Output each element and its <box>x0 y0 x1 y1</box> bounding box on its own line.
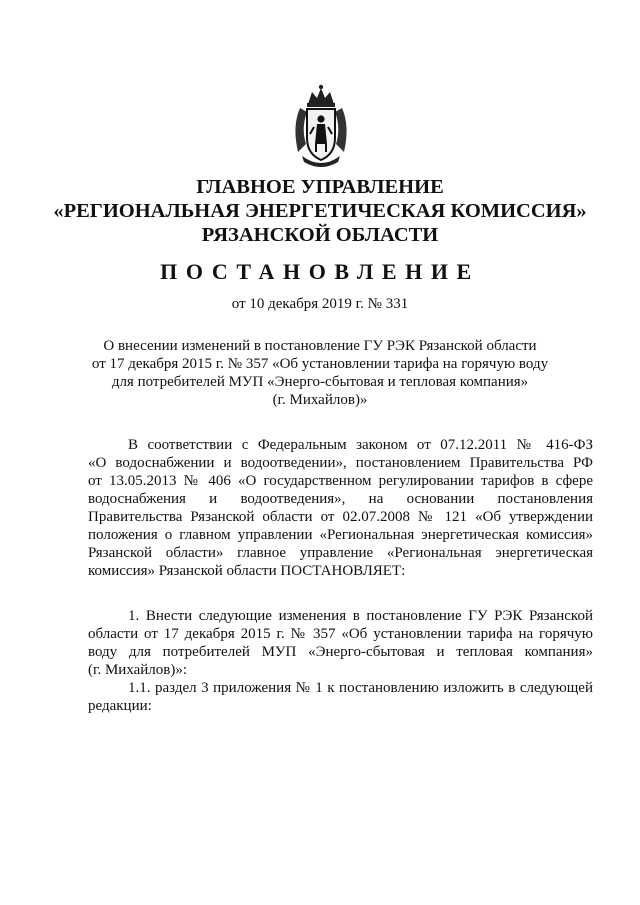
item-1-1-line: редакции: <box>88 698 152 714</box>
header-line-2: «РЕГИОНАЛЬНАЯ ЭНЕРГЕТИЧЕСКАЯ КОМИССИЯ» <box>53 200 587 222</box>
item-1-line: (г. Михайлов)»: <box>88 662 188 678</box>
preamble-line: комиссия» Рязанской области ПОСТАНОВЛЯЕТ: <box>88 563 406 579</box>
subject-line: О внесении изменений в постановление ГУ РЭК Рязанской области <box>103 338 537 354</box>
header-line-3: РЯЗАНСКОЙ ОБЛАСТИ <box>201 224 439 246</box>
subject-line: для потребителей МУП «Энерго-сбытовая и тепловая компания» <box>111 374 529 390</box>
header-line-1: ГЛАВНОЕ УПРАВЛЕНИЕ <box>196 176 444 198</box>
document-title: ПОСТАНОВЛЕНИЕ <box>160 259 480 284</box>
subject-line: (г. Михайлов)» <box>272 392 368 408</box>
preamble-line: от 13.05.2013 № 406 «О государственном регулировании тарифов в сфере <box>88 473 593 489</box>
document-date-number: от 10 декабря 2019 г. № 331 <box>231 296 409 312</box>
preamble-line: Правительства Рязанской области от 02.07.2008 № 121 «Об утверждении <box>88 509 593 525</box>
item-1-line: области от 17 декабря 2015 г. № 357 «Об установлении тарифа на горячую <box>88 626 593 642</box>
subject-line: от 17 декабря 2015 г. № 357 «Об установлении тарифа на горячую воду <box>91 356 549 372</box>
coat-of-arms-emblem <box>288 82 354 168</box>
preamble-line: водоснабжения и водоотведения», на основании постановления <box>88 491 593 507</box>
preamble-line: положения о главном управлении «Региональная энергетическая комиссия» <box>88 527 593 543</box>
preamble-line: Рязанской области» главное управление «Региональная энергетическая <box>88 545 593 561</box>
item-1-1-line: 1.1. раздел 3 приложения № 1 к постановлению изложить в следующей <box>128 680 593 696</box>
preamble-line: В соответствии с Федеральным законом от 07.12.2011 № 416-ФЗ <box>128 437 593 453</box>
item-1-line: воду для потребителей МУП «Энерго-сбытовая и тепловая компания» <box>88 644 593 660</box>
preamble-line: «О водоснабжении и водоотведении», постановлением Правительства РФ <box>88 455 593 471</box>
item-1-line: 1. Внести следующие изменения в постановление ГУ РЭК Рязанской <box>128 608 593 624</box>
